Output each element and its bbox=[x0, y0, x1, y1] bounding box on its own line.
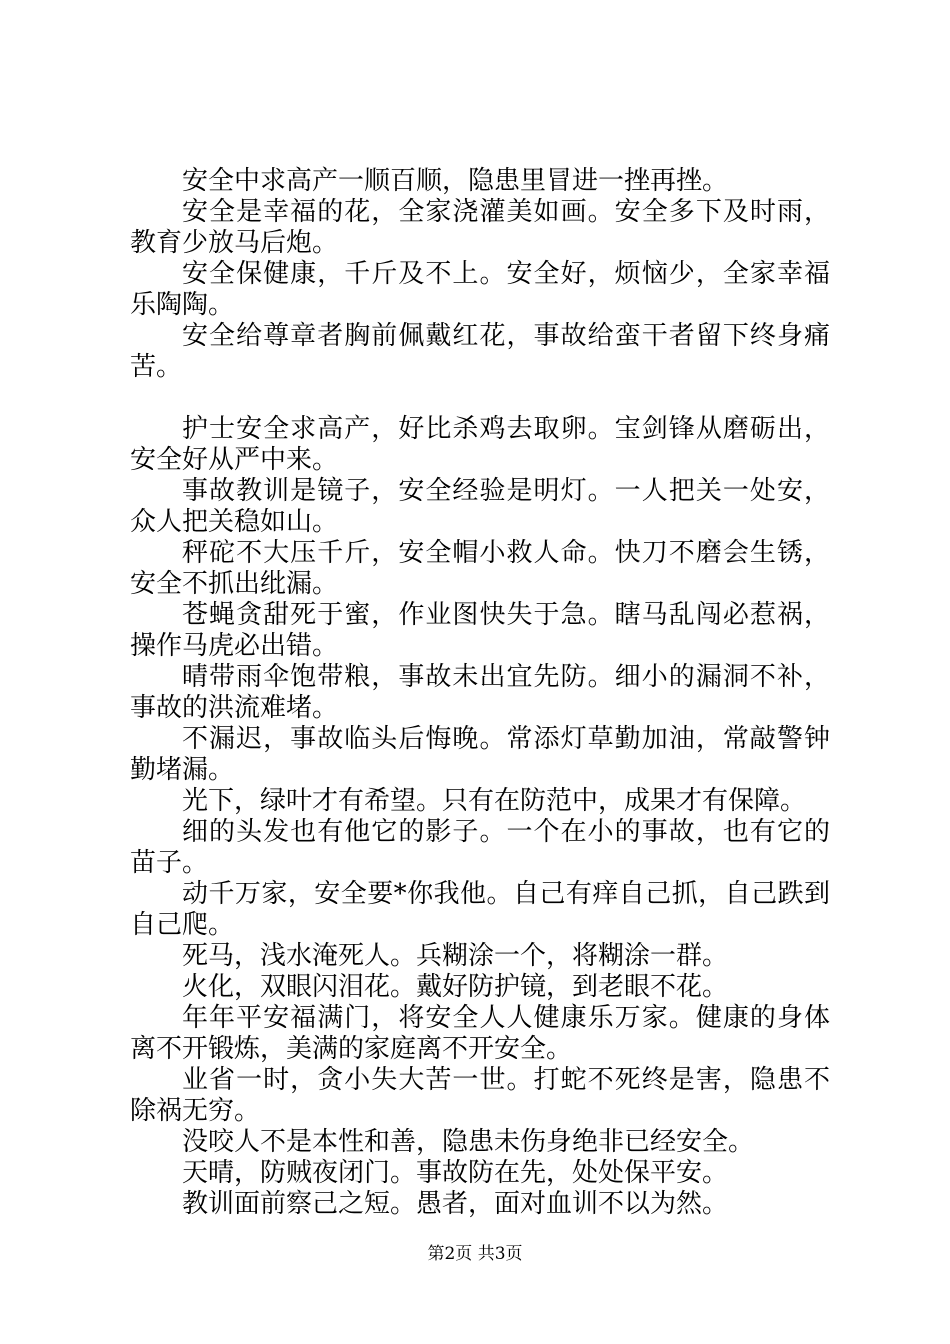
paragraph: 不漏迟，事故临头后悔晚。常添灯草勤加油，常敲警钟勤堵漏。 bbox=[130, 724, 830, 785]
paragraph: 安全中求高产一顺百顺，隐患里冒进一挫再挫。 bbox=[182, 166, 729, 196]
paragraph: 火化，双眼闪泪花。戴好防护镜，到老眼不花。 bbox=[182, 972, 729, 1002]
paragraph: 业省一时，贪小失大苦一世。打蛇不死终是害，隐患不除祸无穷。 bbox=[130, 1065, 830, 1126]
paragraph: 年年平安福满门，将安全人人健康乐万家。健康的身体离不开锻炼，美满的家庭离不开安全。 bbox=[130, 1003, 830, 1064]
paragraph: 苍蝇贪甜死于蜜，作业图快失于急。瞎马乱闯必惹祸，操作马虎必出错。 bbox=[130, 600, 830, 661]
paragraph: 动千万家，安全要*你我他。自己有痒自己抓，自己跌到自己爬。 bbox=[130, 879, 830, 940]
paragraph: 死马，浅水淹死人。兵糊涂一个，将糊涂一群。 bbox=[182, 941, 729, 971]
paragraph: 光下，绿叶才有希望。只有在防范中，成果才有保障。 bbox=[182, 786, 807, 816]
paragraph: 安全给尊章者胸前佩戴红花，事故给蛮干者留下终身痛苦。 bbox=[130, 321, 830, 382]
paragraph: 安全是幸福的花，全家浇灌美如画。安全多下及时雨，教育少放马后炮。 bbox=[130, 197, 830, 258]
paragraph: 晴带雨伞饱带粮，事故未出宜先防。细小的漏洞不补，事故的洪流难堵。 bbox=[130, 662, 830, 723]
paragraph: 护士安全求高产，好比杀鸡去取卵。宝剑锋从磨砺出，安全好从严中来。 bbox=[130, 414, 830, 475]
paragraph: 事故教训是镜子，安全经验是明灯。一人把关一处安，众人把关稳如山。 bbox=[130, 476, 830, 537]
paragraph: 安全保健康，千斤及不上。安全好，烦恼少，全家幸福乐陶陶。 bbox=[130, 259, 830, 320]
paragraph: 秤砣不大压千斤，安全帽小救人命。快刀不磨会生锈，安全不抓出纰漏。 bbox=[130, 538, 830, 599]
page-number-label: 第2页 共3页 bbox=[427, 1244, 523, 1264]
paragraph: 细的头发也有他它的影子。一个在小的事故，也有它的苗子。 bbox=[130, 817, 830, 878]
paragraph: 没咬人不是本性和善，隐患未伤身绝非已经安全。 bbox=[182, 1127, 755, 1157]
page-footer bbox=[0, 1244, 950, 1264]
document-body bbox=[130, 166, 830, 1220]
paragraph: 天晴，防贼夜闭门。事故防在先，处处保平安。 bbox=[182, 1158, 729, 1188]
paragraph: 教训面前察己之短。愚者，面对血训不以为然。 bbox=[182, 1189, 729, 1219]
